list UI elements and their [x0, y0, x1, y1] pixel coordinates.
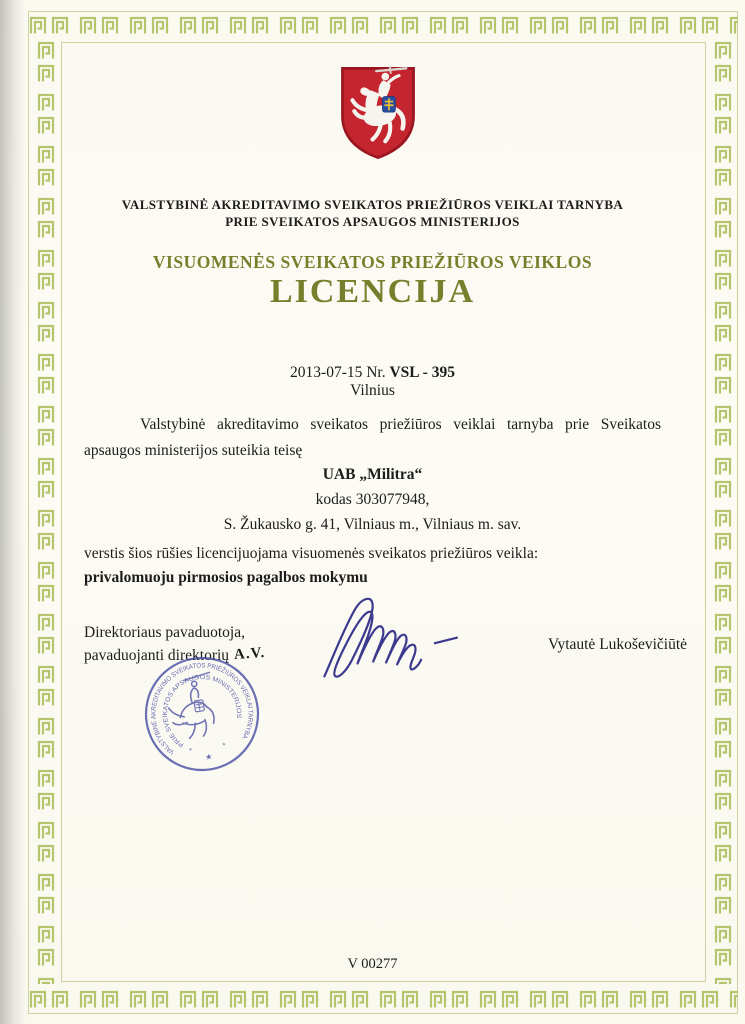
signer-position-line2: pavaduojanti direktorių	[84, 647, 230, 664]
greek-key-unit	[478, 989, 498, 1010]
greek-key-unit	[713, 560, 733, 581]
greek-key-unit	[713, 144, 733, 165]
stamp-outer-ring-text: VALSTYBINĖ AKREDITAVIMO SVEIKATOS PRIEŽIŪROS VEIKLAI TARNYBA	[150, 662, 254, 756]
greek-key-unit	[713, 323, 733, 344]
greek-key-unit	[36, 872, 56, 893]
greek-key-unit	[650, 989, 670, 1010]
greek-key-unit	[36, 323, 56, 344]
greek-key-unit	[250, 15, 270, 36]
greek-key-unit	[428, 989, 448, 1010]
greek-key-unit	[36, 739, 56, 760]
greek-key-unit	[36, 895, 56, 916]
company-code: kodas 303077948,	[315, 491, 430, 508]
greek-key-unit	[200, 989, 220, 1010]
greek-key-unit	[36, 716, 56, 737]
greek-key-unit	[278, 15, 298, 36]
greek-key-unit	[628, 15, 648, 36]
company-address: S. Žukausko g. 41, Vilniaus m., Vilniaus m. sav.	[223, 516, 522, 533]
greek-key-unit	[36, 768, 56, 789]
greek-key-unit	[36, 115, 56, 136]
greek-key-unit	[713, 583, 733, 604]
greek-key-unit	[36, 560, 56, 581]
greek-key-unit	[713, 872, 733, 893]
greek-key-unit	[36, 635, 56, 656]
greek-key-unit	[228, 989, 248, 1010]
greek-key-unit	[36, 427, 56, 448]
greek-key-unit	[713, 976, 733, 984]
stamp-bottom-star: ★	[204, 751, 214, 762]
greek-key-unit	[713, 739, 733, 760]
greek-key-unit	[400, 989, 420, 1010]
official-round-stamp	[133, 645, 270, 782]
greek-key-unit	[36, 92, 56, 113]
greek-key-unit	[28, 15, 48, 36]
city-line: Vilnius	[350, 382, 395, 399]
svg-text:✶: ✶	[188, 747, 194, 754]
greek-key-border-right	[713, 40, 733, 984]
greek-key-unit	[36, 924, 56, 945]
greek-key-unit	[78, 15, 98, 36]
signer-position-line1: Direktoriaus pavaduotoja,	[84, 624, 245, 641]
greek-key-unit	[36, 687, 56, 708]
license-number: VSL - 395	[389, 364, 455, 381]
licensed-activity: privalomuoju pirmosios pagalbos mokymu	[84, 569, 368, 586]
greek-key-unit	[713, 768, 733, 789]
greek-key-unit	[378, 15, 398, 36]
greek-key-unit	[36, 612, 56, 633]
greek-key-unit	[350, 989, 370, 1010]
greek-key-unit	[300, 15, 320, 36]
greek-key-unit	[713, 427, 733, 448]
greek-key-unit	[350, 15, 370, 36]
greek-key-unit	[700, 989, 720, 1010]
greek-key-unit	[578, 989, 598, 1010]
greek-key-unit	[450, 989, 470, 1010]
greek-key-unit	[600, 989, 620, 1010]
greek-key-unit	[700, 15, 720, 36]
greek-key-unit	[128, 989, 148, 1010]
greek-key-unit	[628, 989, 648, 1010]
greek-key-border-top	[28, 15, 738, 36]
greek-key-border-bottom	[28, 989, 738, 1010]
greek-key-unit	[713, 635, 733, 656]
greek-key-unit	[713, 404, 733, 425]
greek-key-unit	[713, 531, 733, 552]
greek-key-unit	[100, 989, 120, 1010]
greek-key-unit	[550, 989, 570, 1010]
issue-date: 2013-07-15 Nr.	[290, 364, 390, 381]
greek-key-unit	[713, 40, 733, 61]
greek-key-unit	[713, 895, 733, 916]
greek-key-unit	[36, 583, 56, 604]
greek-key-unit	[36, 404, 56, 425]
double-cross-shield	[383, 97, 396, 112]
seal-place-mark: A.V.	[233, 644, 266, 664]
greek-key-unit	[713, 664, 733, 685]
activity-intro-line: verstis šios rūšies licencijuojama visuomenės sveikatos priežiūros veikla:	[84, 545, 539, 562]
org-name-line2: PRIE SVEIKATOS APSAUGOS MINISTERIJOS	[225, 214, 520, 229]
org-name-line1: VALSTYBINĖ AKREDITAVIMO SVEIKATOS PRIEŽIŪROS VEIKLAI TARNYBA	[121, 197, 624, 212]
date-number-line	[0, 364, 745, 382]
greek-key-unit	[178, 989, 198, 1010]
greek-key-unit	[36, 144, 56, 165]
greek-key-unit	[713, 92, 733, 113]
greek-key-unit	[713, 687, 733, 708]
greek-key-unit	[150, 989, 170, 1010]
greek-key-unit	[300, 989, 320, 1010]
greek-key-unit	[400, 15, 420, 36]
greek-key-unit	[478, 15, 498, 36]
greek-key-unit	[713, 115, 733, 136]
grant-paragraph: Valstybinė akreditavimo sveikatos priežiūros veiklai tarnyba prie Sveikatos apsaugos ministerijos suteikia teisę	[84, 416, 661, 459]
greek-key-unit	[550, 15, 570, 36]
greek-key-unit	[36, 167, 56, 188]
greek-key-unit	[150, 15, 170, 36]
greek-key-unit	[100, 15, 120, 36]
greek-key-border-left	[36, 40, 56, 984]
signer-name: Vytautė Lukoševičiūtė	[547, 636, 687, 653]
greek-key-unit	[50, 989, 70, 1010]
greek-key-unit	[713, 167, 733, 188]
greek-key-unit	[250, 989, 270, 1010]
greek-key-unit	[713, 716, 733, 737]
greek-key-unit	[36, 63, 56, 84]
document-title: LICENCIJA	[269, 273, 476, 310]
license-subtitle: VISUOMENĖS SVEIKATOS PRIEŽIŪROS VEIKLOS	[152, 252, 593, 272]
greek-key-unit	[36, 843, 56, 864]
greek-key-unit	[428, 15, 448, 36]
greek-key-unit	[500, 989, 520, 1010]
greek-key-unit	[713, 612, 733, 633]
greek-key-unit	[713, 63, 733, 84]
greek-key-unit	[328, 15, 348, 36]
greek-key-unit	[36, 791, 56, 812]
lithuania-coat-of-arms	[337, 62, 419, 164]
greek-key-unit	[500, 15, 520, 36]
greek-key-unit	[36, 820, 56, 841]
greek-key-unit	[578, 15, 598, 36]
greek-key-unit	[36, 664, 56, 685]
greek-key-unit	[528, 15, 548, 36]
greek-key-unit	[728, 989, 738, 1010]
greek-key-unit	[36, 531, 56, 552]
scan-edge-shadow	[0, 0, 26, 1024]
greek-key-unit	[28, 989, 48, 1010]
greek-key-unit	[78, 989, 98, 1010]
greek-key-unit	[713, 843, 733, 864]
greek-key-unit	[678, 989, 698, 1010]
greek-key-unit	[36, 40, 56, 61]
greek-key-unit	[378, 989, 398, 1010]
blank-serial-number: V 00277	[347, 956, 398, 972]
greek-key-unit	[713, 924, 733, 945]
greek-key-unit	[36, 976, 56, 984]
greek-key-unit	[650, 15, 670, 36]
company-name: UAB „Militra“	[322, 466, 423, 483]
greek-key-unit	[678, 15, 698, 36]
handwritten-signature	[298, 588, 476, 680]
greek-key-unit	[178, 15, 198, 36]
svg-text:✶: ✶	[221, 742, 227, 749]
greek-key-unit	[200, 15, 220, 36]
greek-key-unit	[713, 791, 733, 812]
greek-key-unit	[728, 15, 738, 36]
greek-key-unit	[528, 989, 548, 1010]
greek-key-unit	[328, 989, 348, 1010]
frame-inner-hairline	[61, 42, 706, 982]
greek-key-unit	[50, 15, 70, 36]
greek-key-unit	[450, 15, 470, 36]
stamp-inner-ring-text: PRIE SVEIKATOS APSAUGOS MINISTERIJOS	[161, 673, 243, 749]
greek-key-unit	[228, 15, 248, 36]
greek-key-unit	[128, 15, 148, 36]
greek-key-unit	[600, 15, 620, 36]
greek-key-unit	[713, 820, 733, 841]
greek-key-unit	[278, 989, 298, 1010]
